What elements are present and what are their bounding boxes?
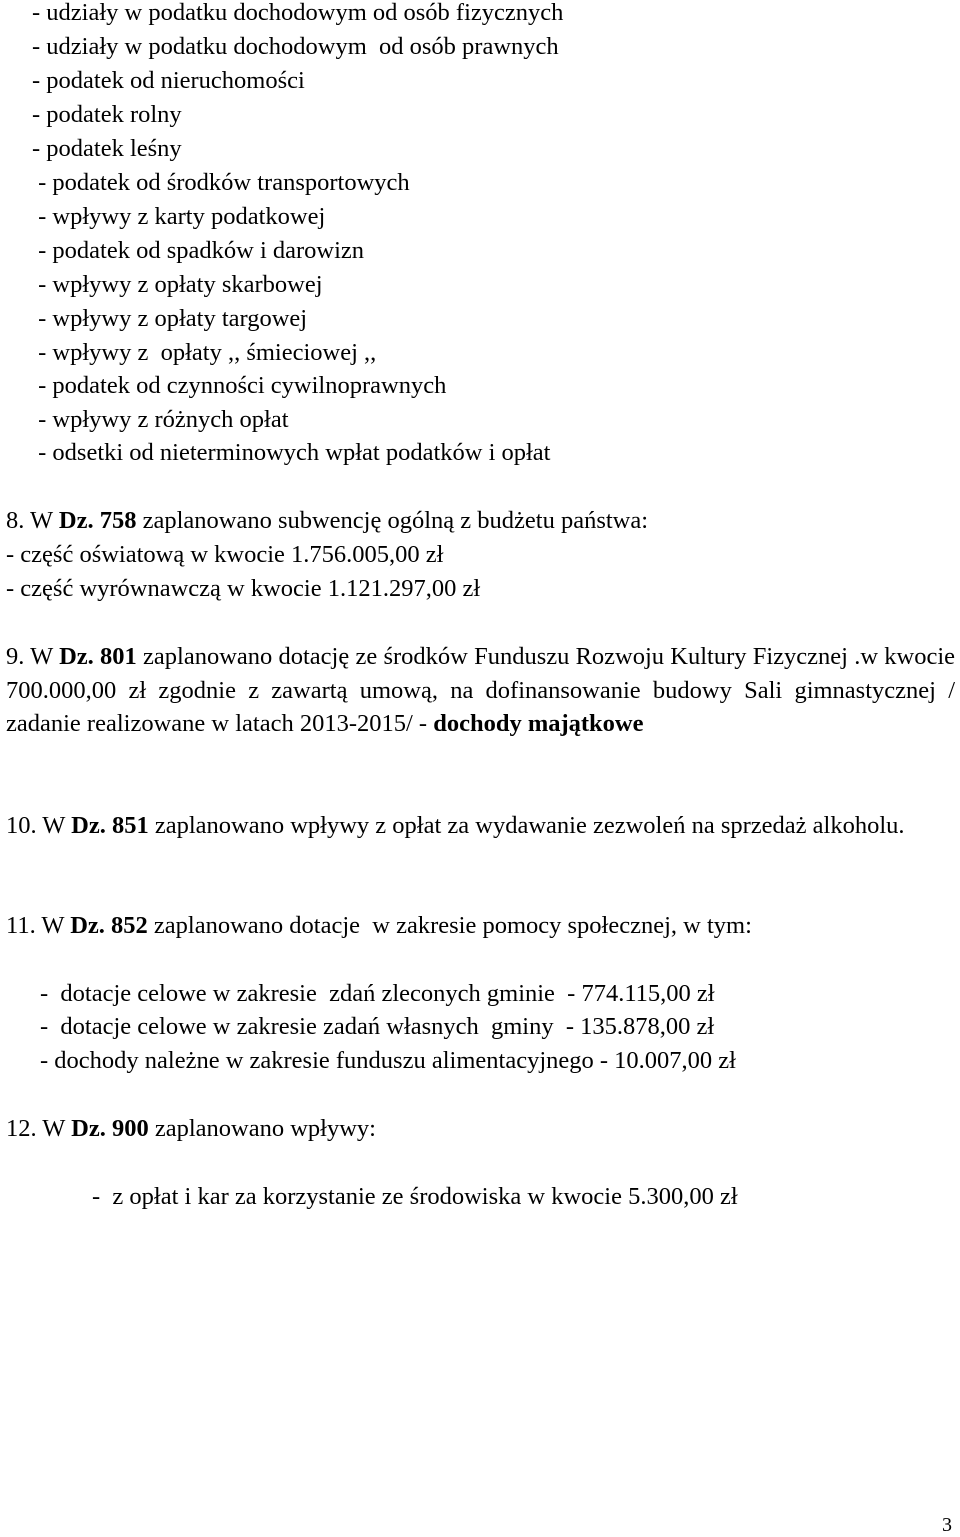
page-number: 3 (942, 1514, 952, 1536)
list-item: - odsetki od nieterminowych wpłat podatków i opłat (32, 439, 551, 466)
section-11-item: - dotacje celowe w zakresie zadań własnych gminy - 135.878,00 zł (40, 1013, 715, 1040)
chapter-code: Dz. 758 (58, 507, 137, 534)
section-12-heading (6, 1114, 376, 1144)
list-item: - podatek od czynności cywilnoprawnych (32, 372, 447, 399)
chapter-code: Dz. 852 (70, 912, 148, 939)
section-number: 11. W (6, 912, 71, 939)
section-8-heading (6, 506, 648, 536)
section-11-item: - dotacje celowe w zakresie zdań zleconych gminie - 774.115,00 zł (40, 980, 715, 1007)
section-9-paragraph (6, 640, 955, 741)
section-10-paragraph (6, 809, 955, 843)
list-item: - podatek leśny (32, 135, 182, 162)
section-number: 8. W (6, 507, 59, 534)
list-item: - podatek od nieruchomości (32, 67, 305, 94)
list-item: - udziały w podatku dochodowym od osób fizycznych (32, 0, 564, 26)
section-11-item: - dochody należne w zakresie funduszu alimentacyjnego - 10.007,00 zł (40, 1047, 736, 1074)
section-text: zaplanowano subwencję ogólną z budżetu państwa: (136, 507, 649, 534)
chapter-code: Dz. 851 (71, 812, 149, 839)
section-12-item: - z opłat i kar za korzystanie ze środowiska w kwocie 5.300,00 zł (92, 1183, 738, 1210)
section-text: zaplanowano wpływy: (148, 1115, 376, 1142)
section-number: 12. W (6, 1115, 72, 1142)
section-8-item: - część oświatową w kwocie 1.756.005,00 zł (6, 541, 444, 568)
section-text: zaplanowano dotację ze środków Funduszu Rozwoju Kultury Fizycznej .w kwocie 700.000,00 zł zgodnie z zawartą umową, na dofinansowanie budowy Sali gimnastycznej / zadanie realizowane w latach 2013-2015/ - (6, 643, 956, 737)
section-11-heading (6, 911, 752, 941)
list-item: - udziały w podatku dochodowym od osób prawnych (32, 33, 559, 60)
section-number: 10. W (6, 812, 72, 839)
list-item: - wpływy z opłaty targowej (32, 305, 308, 332)
list-item: - podatek rolny (32, 101, 182, 128)
list-item: - wpływy z opłaty skarbowej (32, 271, 323, 298)
chapter-code: Dz. 900 (71, 1115, 149, 1142)
section-number: 9. W (6, 643, 60, 670)
section-text: zaplanowano wpływy z opłat za wydawanie zezwoleń na sprzedaż alkoholu. (148, 812, 905, 839)
list-item: - wpływy z różnych opłat (32, 406, 289, 433)
list-item: - podatek od spadków i darowizn (32, 237, 365, 264)
list-item: - wpływy z opłaty ,, śmieciowej ,, (32, 339, 377, 366)
section-text: zaplanowano dotacje w zakresie pomocy społecznej, w tym: (147, 912, 752, 939)
list-item: - podatek od środków transportowych (32, 169, 410, 196)
section-8-item: - część wyrównawczą w kwocie 1.121.297,00 zł (6, 575, 481, 602)
list-item: - wpływy z karty podatkowej (32, 203, 326, 230)
chapter-code: Dz. 801 (59, 643, 137, 670)
income-type: dochody majątkowe (433, 710, 644, 737)
